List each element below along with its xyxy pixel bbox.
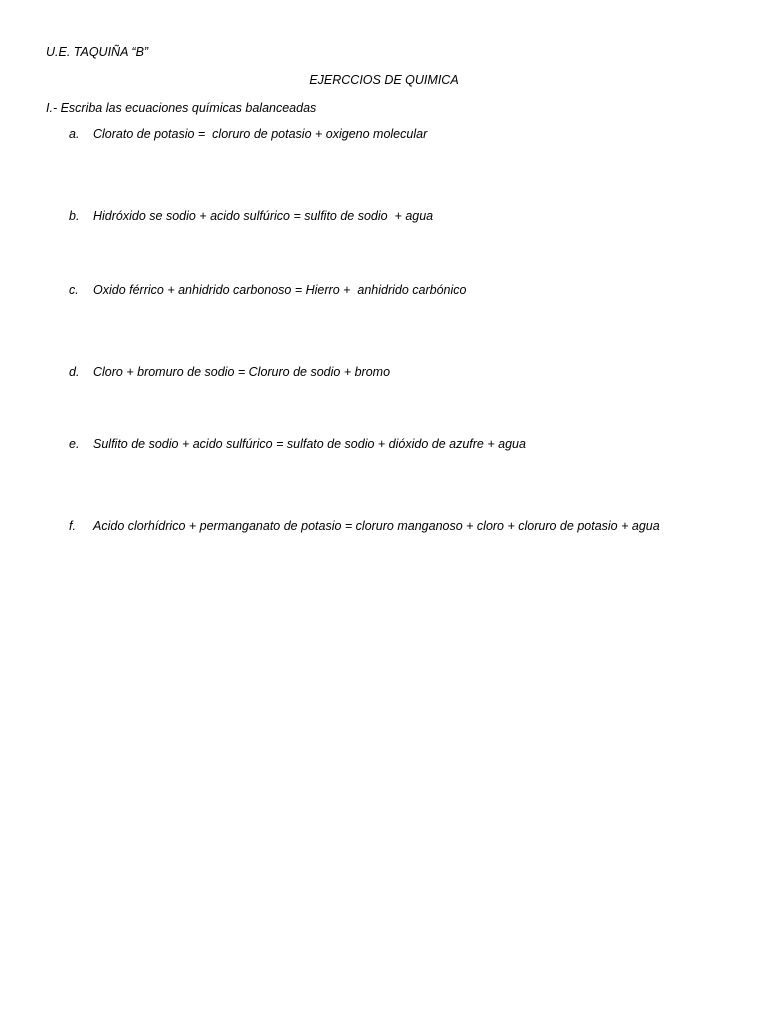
exercise-marker: c. (69, 283, 79, 297)
exercise-marker: d. (69, 365, 80, 379)
exercise-text: Cloro + bromuro de sodio = Cloruro de sodio + bromo (93, 365, 391, 379)
exercise-marker: a. (69, 127, 80, 141)
exercise-marker: f. (69, 519, 76, 533)
school-name: U.E. TAQUIÑA “B” (46, 45, 149, 59)
exercise-text: Clorato de potasio = cloruro de potasio + oxigeno molecular (93, 127, 428, 141)
exercise-text: Hidróxido se sodio + acido sulfúrico = sulfito de sodio + agua (93, 209, 434, 223)
exercise-marker: e. (69, 437, 80, 451)
exercise-marker: b. (69, 209, 80, 223)
exercise-text: Acido clorhídrico + permanganato de potasio = cloruro manganoso + cloro + cloruro de potasio + agua (93, 519, 660, 533)
document-title: EJERCCIOS DE QUIMICA (309, 73, 459, 87)
exercise-text: Sulfito de sodio + acido sulfúrico = sulfato de sodio + dióxido de azufre + agua (93, 437, 526, 451)
exercise-text: Oxido férrico + anhidrido carbonoso = Hierro + anhidrido carbónico (93, 283, 467, 297)
section-instruction: I.- Escriba las ecuaciones químicas balanceadas (46, 101, 317, 115)
